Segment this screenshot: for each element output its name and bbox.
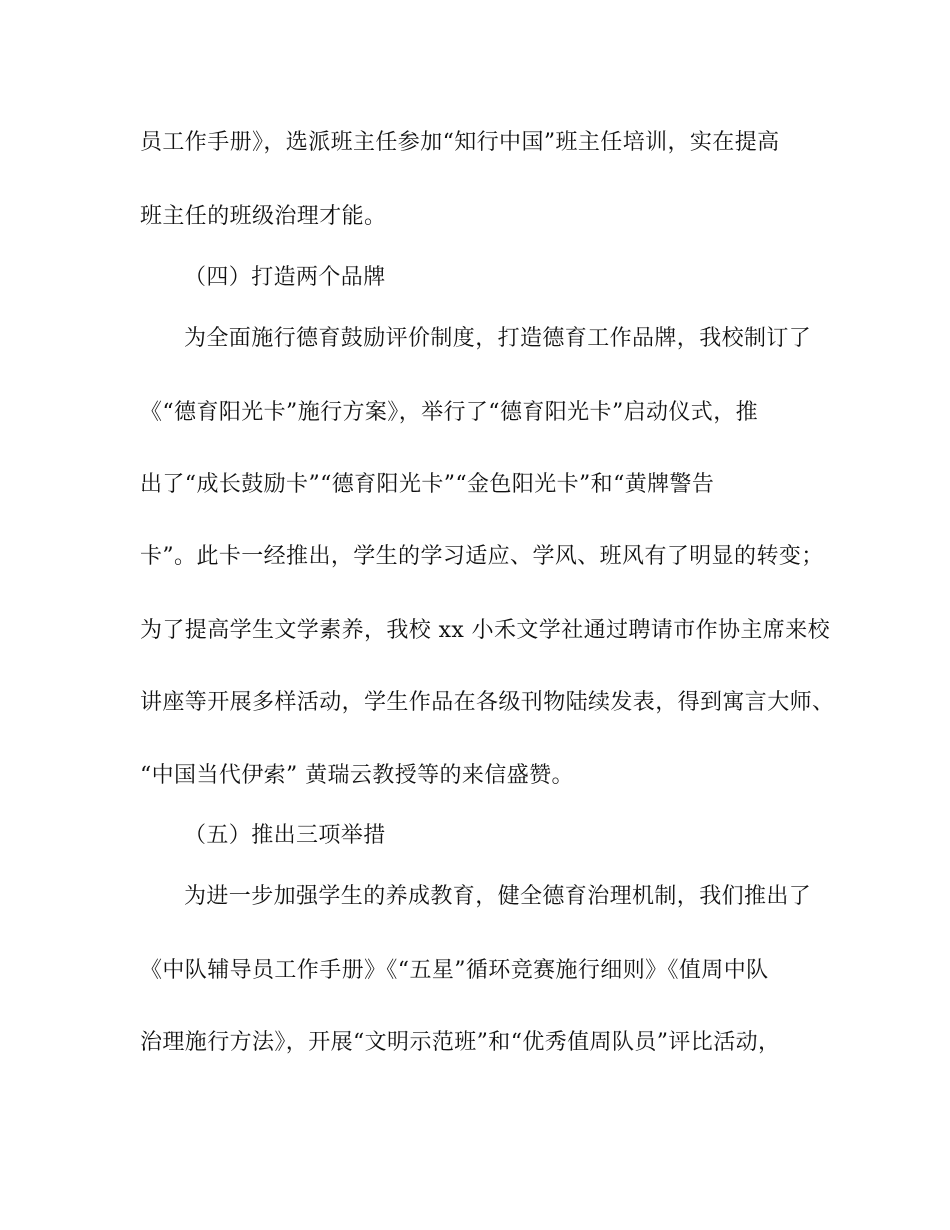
paragraph-line: “中国当代伊索” 黄瑞云教授等的来信盛赞。 xyxy=(140,763,574,788)
paragraph-line: 员工作手册》，选派班主任参加“知行中国”班主任培训，实在提高 xyxy=(140,130,780,155)
paragraph-line: 《中队辅导员工作手册》《“五星”循环竞赛施行细则》《值周中队 xyxy=(140,958,769,983)
paragraph-line: 为了提高学生文学素养，我校 xx 小禾文学社通过聘请市作协主席来校 xyxy=(140,618,831,643)
paragraph-line: 为进一步加强学生的养成教育，健全德育治理机制，我们推出了 xyxy=(184,884,812,909)
section-heading: （五）推出三项举措 xyxy=(184,823,386,848)
paragraph-line: 《“德育阳光卡”施行方案》，举行了“德育阳光卡”启动仪式，推 xyxy=(140,400,758,425)
paragraph-line: 卡”。此卡一经推出，学生的学习适应、学风、班风有了明显的转变； xyxy=(140,544,824,569)
section-heading: （四）打造两个品牌 xyxy=(184,265,386,290)
paragraph-line: 班主任的班级治理才能。 xyxy=(140,204,387,229)
paragraph-line: 治理施行方法》，开展“文明示范班”和“优秀值周队员”评比活动， xyxy=(140,1030,781,1055)
paragraph-line: 讲座等开展多样活动，学生作品在各级刊物陆续发表，得到寓言大师、 xyxy=(140,690,835,715)
paragraph-line: 为全面施行德育鼓励评价制度，打造德育工作品牌，我校制订了 xyxy=(184,326,812,351)
paragraph-line: 出了“成长鼓励卡”“德育阳光卡”“金色阳光卡”和“黄牌警告 xyxy=(140,472,715,497)
